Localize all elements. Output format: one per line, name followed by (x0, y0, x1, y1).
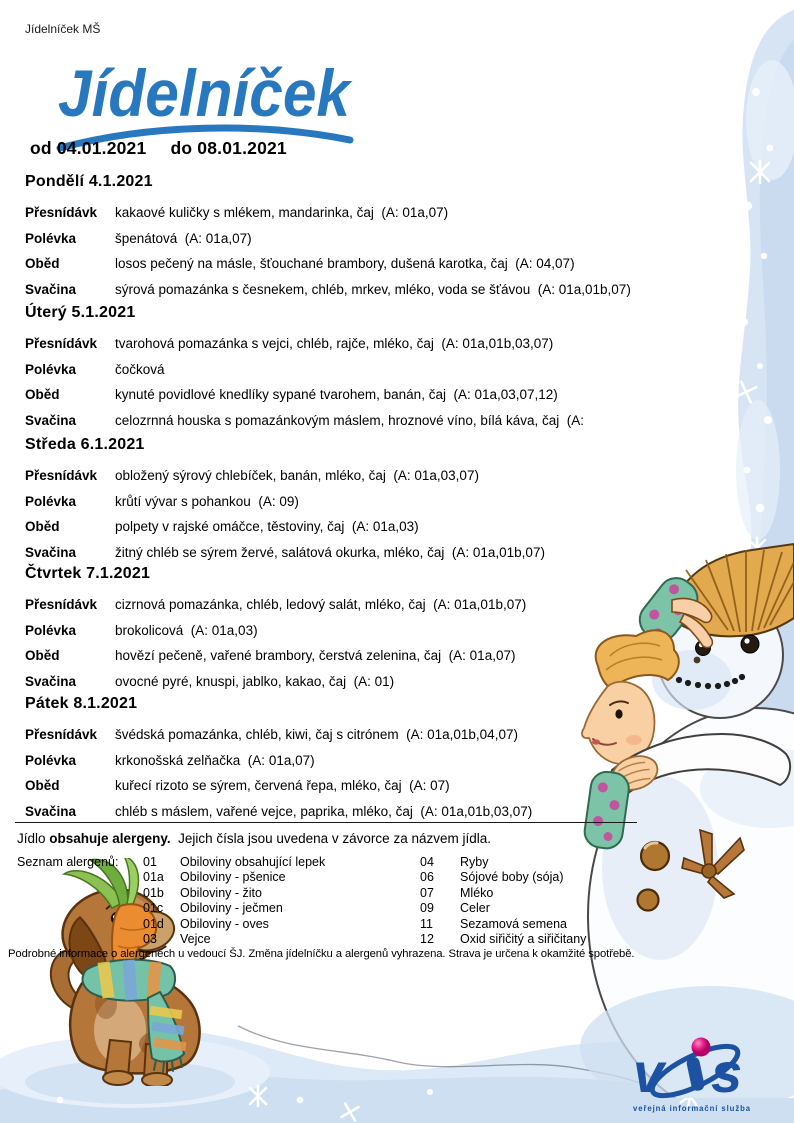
meal-label: Přesnídávk (25, 468, 98, 483)
day-section-friday (25, 695, 645, 824)
meal-text: cizrnová pomazánka, chléb, ledový salát, mléko, čaj (A: 01a,01b,07) (115, 597, 527, 612)
vis-logo (615, 1035, 785, 1117)
meal-label: Svačina (25, 544, 77, 560)
meal-text: krůtí vývar s pohankou (A: 09) (115, 493, 299, 509)
allergen-code: 06 (420, 870, 434, 885)
allergen-code: 04 (420, 855, 434, 869)
allergen-row (17, 870, 647, 885)
allergen-list (17, 855, 647, 947)
allergen-code: 07 (420, 885, 434, 900)
meal-text: kakaové kuličky s mlékem, mandarinka, čaj (A: 01a,07) (115, 205, 449, 220)
meal-text: špenátová (A: 01a,07) (115, 230, 252, 246)
allergen-code: 11 (420, 916, 433, 931)
allergen-row (17, 932, 647, 947)
meal-label: Svačina (25, 412, 77, 428)
menu-row (25, 251, 645, 277)
menu-row (25, 722, 645, 748)
menu-row (25, 408, 645, 434)
allergen-row (17, 917, 647, 932)
meal-text: hovězí pečeně, vařené brambory, čerstvá zelenina, čaj (A: 01a,07) (115, 648, 516, 664)
meal-label: Oběd (25, 778, 60, 794)
meal-label: Oběd (25, 648, 60, 664)
date-range (30, 138, 287, 159)
day-section-wednesday (25, 436, 645, 565)
meal-label: Přesnídávk (25, 336, 98, 351)
logo-letter-s: s (711, 1041, 743, 1104)
day-heading: Čtvrtek 7.1.2021 (25, 565, 151, 582)
menu-row (25, 277, 645, 303)
notice-bold: obsahuje alergeny. (49, 831, 171, 846)
meal-label: Svačina (25, 673, 77, 689)
notice-part: Jídlo (17, 831, 50, 846)
meal-label: Polévka (25, 230, 77, 246)
allergen-name: Vejce (180, 932, 211, 947)
allergen-code: 01c (143, 901, 164, 916)
meal-label: Svačina (25, 803, 77, 819)
allergen-name: Oxid siřičitý a siřičitany (460, 932, 587, 947)
allergen-code: 01b (143, 885, 164, 900)
allergen-code: 12 (420, 932, 434, 947)
day-heading: Úterý 5.1.2021 (25, 304, 136, 321)
allergen-footnote: Podrobné informace o alergenech u vedoucí ŠJ. Změna jídelníčku a alergenů vyhrazena. Strava je určena k okamžité spotřebě. (8, 948, 635, 960)
menu-row (25, 592, 645, 618)
separator-rule (15, 822, 637, 823)
allergen-code: 01 (143, 855, 157, 869)
date-to: do 08.01.2021 (170, 138, 287, 158)
meal-label: Přesnídávk (25, 597, 98, 612)
meal-label: Oběd (25, 519, 60, 535)
menu-row (25, 489, 645, 515)
meal-text: sýrová pomazánka s česnekem, chléb, mrkev, mléko, voda se šťávou (A: 01a,01b,07) (115, 281, 631, 297)
meal-text: chléb s máslem, vařené vejce, paprika, mléko, čaj (A: 01a,01b,03,07) (115, 803, 533, 819)
allergen-name: Sezamová semena (460, 916, 568, 931)
meal-text: ovocné pyré, knuspi, jablko, kakao, čaj (A: 01) (115, 673, 395, 689)
meal-text: žitný chléb se sýrem žervé, salátová okurka, mléko, čaj (A: 01a,01b,07) (115, 544, 545, 560)
day-heading: Pondělí 4.1.2021 (25, 173, 153, 190)
day-heading: Pátek 8.1.2021 (25, 695, 138, 712)
logo-pink-dot (692, 1038, 711, 1057)
meal-label: Oběd (25, 387, 60, 403)
allergen-name: Sójové boby (sója) (460, 870, 564, 885)
meal-label: Polévka (25, 752, 77, 768)
meal-label: Polévka (25, 361, 77, 377)
meal-text: obložený sýrový chlebíček, banán, mléko, čaj (A: 01a,03,07) (115, 468, 479, 483)
allergen-notice (17, 831, 491, 846)
menu-row (25, 382, 645, 408)
menu-row (25, 463, 645, 489)
allergen-name: Obiloviny - oves (180, 916, 269, 931)
menu-row (25, 357, 645, 383)
meal-text: čočková (115, 361, 165, 377)
meal-label: Polévka (25, 622, 77, 638)
allergen-code: 03 (143, 932, 157, 947)
meal-label: Polévka (25, 493, 77, 509)
menu-row (25, 669, 645, 695)
menu-row (25, 799, 645, 825)
date-from: od 04.01.2021 (30, 138, 147, 158)
day-section-thursday (25, 565, 645, 694)
menu-row (25, 618, 645, 644)
meal-label: Svačina (25, 281, 77, 297)
page-title: Jídelníček (58, 56, 354, 130)
meal-label: Oběd (25, 256, 60, 272)
allergen-code: 01a (143, 870, 164, 885)
allergen-name: Ryby (460, 855, 489, 869)
allergen-row (17, 901, 647, 916)
meal-text: tvarohová pomazánka s vejci, chléb, rajče, mléko, čaj (A: 01a,01b,03,07) (115, 336, 554, 351)
allergen-row (17, 886, 647, 901)
meal-label: Přesnídávk (25, 205, 98, 220)
notice-part: Jejich čísla jsou uvedena v závorce za názvem jídla. (170, 831, 491, 846)
menu-row (25, 540, 645, 566)
menu-row (25, 643, 645, 669)
menu-row (25, 748, 645, 774)
menu-row (25, 514, 645, 540)
day-section-monday (25, 173, 645, 302)
logo-subtitle: veřejná informační služba (633, 1103, 751, 1113)
allergen-name: Obiloviny - ječmen (180, 901, 283, 916)
allergen-name: Celer (460, 901, 490, 916)
menu-row (25, 773, 645, 799)
meal-text: krkonošská zelňačka (A: 01a,07) (115, 752, 315, 768)
meal-text: celozrnná houska s pomazánkovým máslem, hroznové víno, bílá káva, čaj (A: (115, 412, 584, 428)
allergen-code: 09 (420, 901, 434, 916)
allergen-list-label: Seznam alergenů: (17, 855, 119, 869)
document-corner-label: Jídelníček MŠ (25, 22, 101, 36)
allergen-code: 01d (143, 916, 164, 931)
logo-letter-v: v (633, 1041, 665, 1104)
allergen-name: Obiloviny - pšenice (180, 870, 286, 885)
meal-text: kynuté povidlové knedlíky sypané tvarohem, banán, čaj (A: 01a,03,07,12) (115, 387, 558, 403)
meal-text: kuřecí rizoto se sýrem, červená řepa, mléko, čaj (A: 07) (115, 778, 450, 794)
meal-text: losos pečený na másle, šťouchané brambory, dušená karotka, čaj (A: 04,07) (115, 256, 575, 272)
allergen-name: Mléko (460, 885, 494, 900)
meal-text: švédská pomazánka, chléb, kiwi, čaj s citrónem (A: 01a,01b,04,07) (115, 727, 518, 742)
menu-row (25, 331, 645, 357)
meal-text: polpety v rajské omáčce, těstoviny, čaj (A: 01a,03) (115, 519, 419, 535)
allergen-name: Obiloviny - žito (180, 885, 262, 900)
menu-row (25, 200, 645, 226)
meal-label: Přesnídávk (25, 727, 98, 742)
meal-text: brokolicová (A: 01a,03) (115, 622, 258, 638)
day-section-tuesday (25, 304, 645, 433)
allergen-row (17, 855, 647, 870)
day-heading: Středa 6.1.2021 (25, 436, 145, 453)
menu-row (25, 226, 645, 252)
logo-letter-i-stem (686, 1056, 706, 1092)
allergen-name: Obiloviny obsahující lepek (180, 855, 326, 869)
